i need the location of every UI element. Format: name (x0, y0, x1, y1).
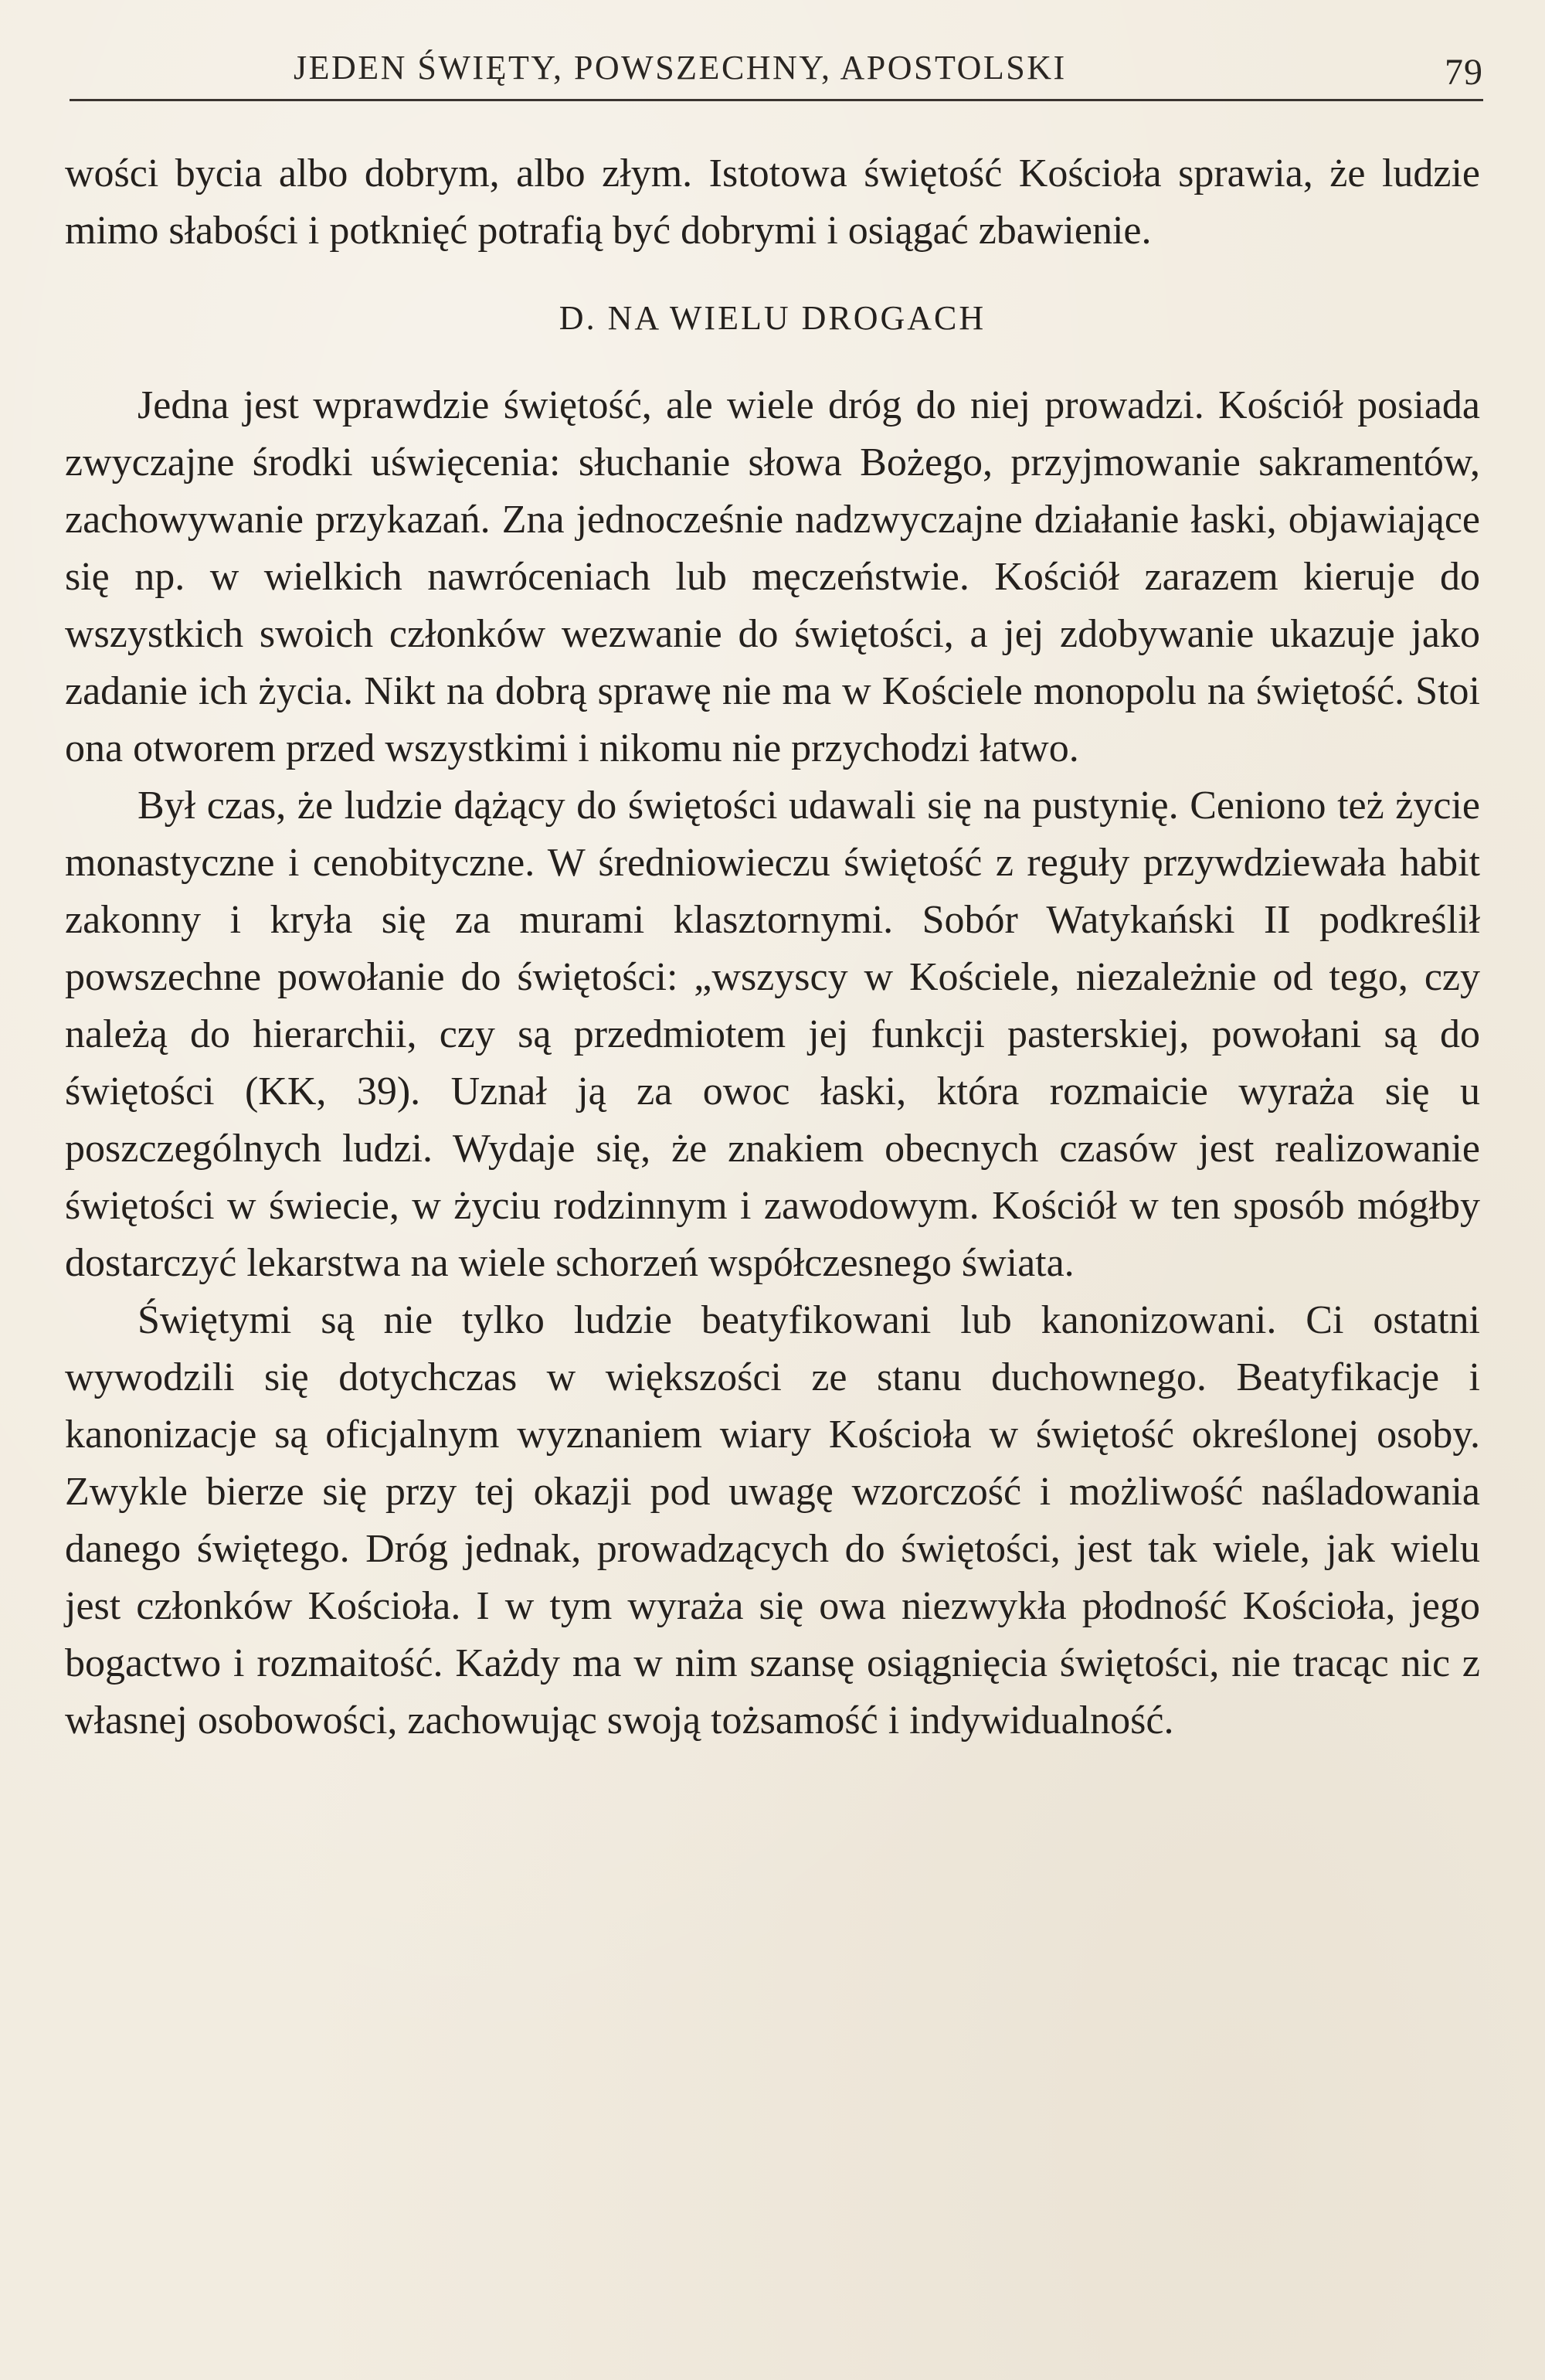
running-head-title: JEDEN ŚWIĘTY, POWSZECHNY, APOSTOLSKI (294, 49, 1067, 87)
paragraph: Świętymi są nie tylko ludzie beatyfikowani lub kanonizowani. Ci ostatni wywodzili się dotychczas w większości ze stanu duchownego. Beatyfikacje i kanonizacje są oficjalnym wyznaniem wiary Kościoła w świętość określonej osoby. Zwykle bierze się przy tej okazji pod uwagę wzorczość i możliwość naśladowania danego świętego. Dróg jednak, prowadzących do świętości, jest tak wiele, jak wielu jest członków Kościoła. I w tym wyraża się owa niezwykła płodność Kościoła, jego bogactwo i rozmaitość. Każdy ma w nim szansę osiągnięcia świętości, nie tracąc nic z własnej osobowości, zachowując swoją tożsamość i indywidualność. (65, 1298, 1480, 1742)
page-body (65, 145, 1480, 1749)
section-heading: D. NA WIELU DROGACH (559, 299, 986, 337)
header-rule (70, 99, 1483, 101)
paragraph: Był czas, że ludzie dążący do świętości udawali się na pustynię. Ceniono też życie monastyczne i cenobityczne. W średniowieczu świętość z reguły przywdziewała habit zakonny i kryła się za murami klasztornymi. Sobór Watykański II podkreślił powszechne powołanie do świętości: „wszyscy w Kościele, niezależnie od tego, czy należą do hierarchii, czy są przedmiotem jej funkcji pasterskiej, powołani są do świętości (KK, 39). Uznał ją za owoc łaski, która rozmaicie wyraża się u poszczególnych ludzi. Wydaje się, że znakiem obecnych czasów jest realizowanie świętości w świecie, w życiu rodzinnym i zawodowym. Kościół w ten sposób mógłby dostarczyć lekarstwa na wiele schorzeń współczesnego świata. (65, 784, 1480, 1285)
page-number: 79 (1445, 52, 1483, 93)
paragraph: Jedna jest wprawdzie świętość, ale wiele dróg do niej prowadzi. Kościół posiada zwyczajne środki uświęcenia: słuchanie słowa Bożego, przyjmowanie sakramentów, zachowywanie przykazań. Zna jednocześnie nadzwyczajne działanie łaski, objawiające się np. w wielkich nawróceniach lub męczeństwie. Kościół zarazem kieruje do wszystkich swoich członków wezwanie do świętości, a jej zdobywanie ukazuje jako zadanie ich życia. Nikt na dobrą sprawę nie ma w Kościele monopolu na świętość. Stoi ona otworem przed wszystkimi i nikomu nie przychodzi łatwo. (65, 383, 1480, 770)
running-head (70, 46, 1483, 100)
paragraph-continued: wości bycia albo dobrym, albo złym. Istotowa świętość Kościoła sprawia, że ludzie mimo słabości i potknięć potrafią być dobrymi i osiągać zbawienie. (65, 151, 1480, 253)
